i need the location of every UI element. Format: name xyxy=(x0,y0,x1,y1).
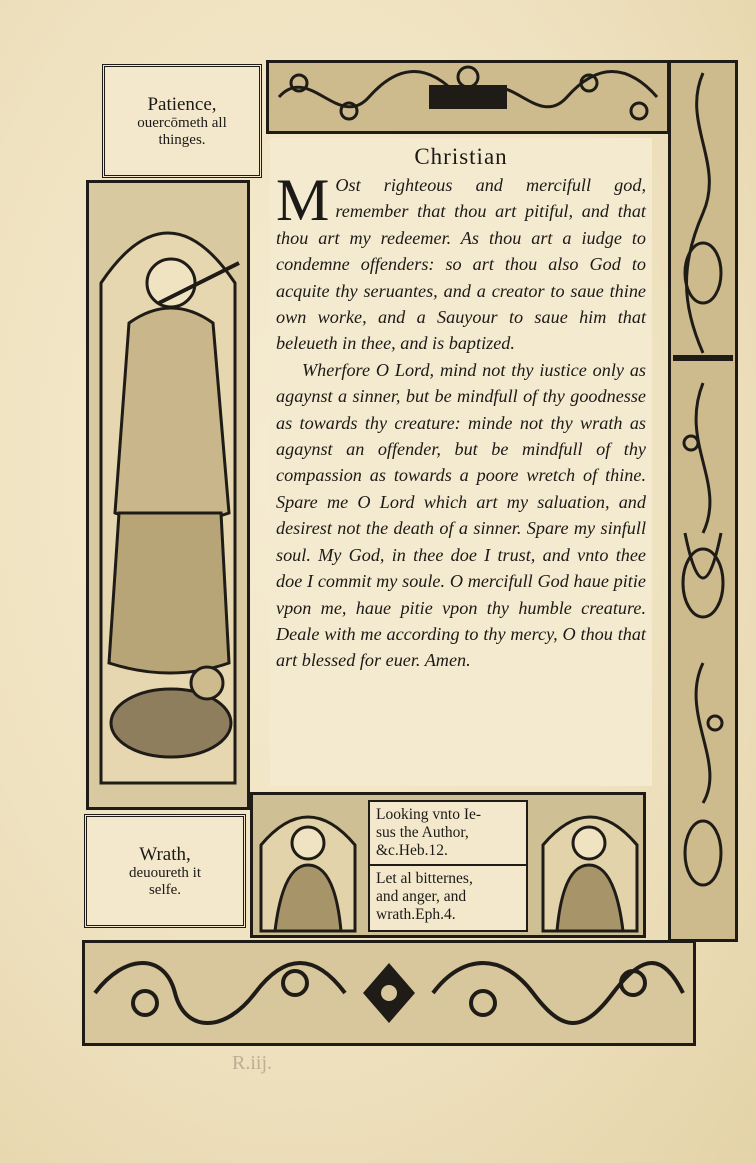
quote-line: and anger, and xyxy=(376,888,467,905)
motto-line: thinges. xyxy=(158,131,206,148)
floral-ornament-icon xyxy=(269,63,667,131)
bottom-left-motto xyxy=(84,814,246,928)
motto-line: deuoureth it xyxy=(128,864,202,881)
top-floral-border xyxy=(266,60,670,134)
quote-line: Looking vnto Ie- xyxy=(376,806,482,823)
acanthus-scroll-icon xyxy=(85,943,693,1043)
motto-line: ouercōmeth all xyxy=(137,114,227,131)
quote-divider xyxy=(370,864,526,866)
quote-line: sus the Author, xyxy=(376,824,469,841)
prayer-body xyxy=(276,167,646,674)
quote-line: Let al bitternes, xyxy=(376,870,473,887)
signature-mark-bleedthrough: R.iij. xyxy=(232,1052,273,1074)
patience-figure-icon xyxy=(89,183,247,807)
quote-line: &c.Heb.12. xyxy=(376,842,448,859)
bottom-scroll-border xyxy=(82,940,696,1046)
prayer-paragraph-1 xyxy=(276,167,646,357)
quote-line: wrath.Eph.4. xyxy=(376,906,456,923)
scripture-quote-box xyxy=(368,800,528,932)
left-figure-panel xyxy=(86,180,250,810)
paragraph-text: Ost righteous and mercifull god, remember that thou art pitiful, and that thou art my redeemer. As thou art a iudge to condemne offenders: so art thou also God to acquite thy seruantes, and a creator to saue thine own worke, and a Sauyour to saue him that beleueth in thee, and is baptized. xyxy=(276,175,646,354)
vase-ornament-icon xyxy=(671,63,735,939)
prayer-paragraph-2: Wherfore O Lord, mind not thy iustice only as agaynst a sinner, but be mindfull of thy goodnesse as towards thy creature: minde not thy wrath as agaynst an offender, but be mindfull of thy compassion as towards a poore wretch of thine. Spare me O Lord which art my saluation, and desirest not the death of a sinner. Spare my sinfull soul. My God, in thee doe I trust, and vnto thee doe I commit my soule. O mercifull God haue pitie vpon me, haue pitie vpon thy humble creature. Deale with me according to thy mercy, O thou that art blessed for euer. Amen. xyxy=(276,359,646,671)
top-left-motto xyxy=(102,64,262,178)
page-heading: Christian xyxy=(414,144,508,169)
motto-title: Patience, xyxy=(147,93,217,115)
dropcap-letter: M xyxy=(276,167,330,233)
right-vase-border xyxy=(668,60,738,942)
motto-title: Wrath, xyxy=(139,843,191,865)
motto-line: selfe. xyxy=(148,881,182,898)
prayer-text-block xyxy=(270,138,652,786)
